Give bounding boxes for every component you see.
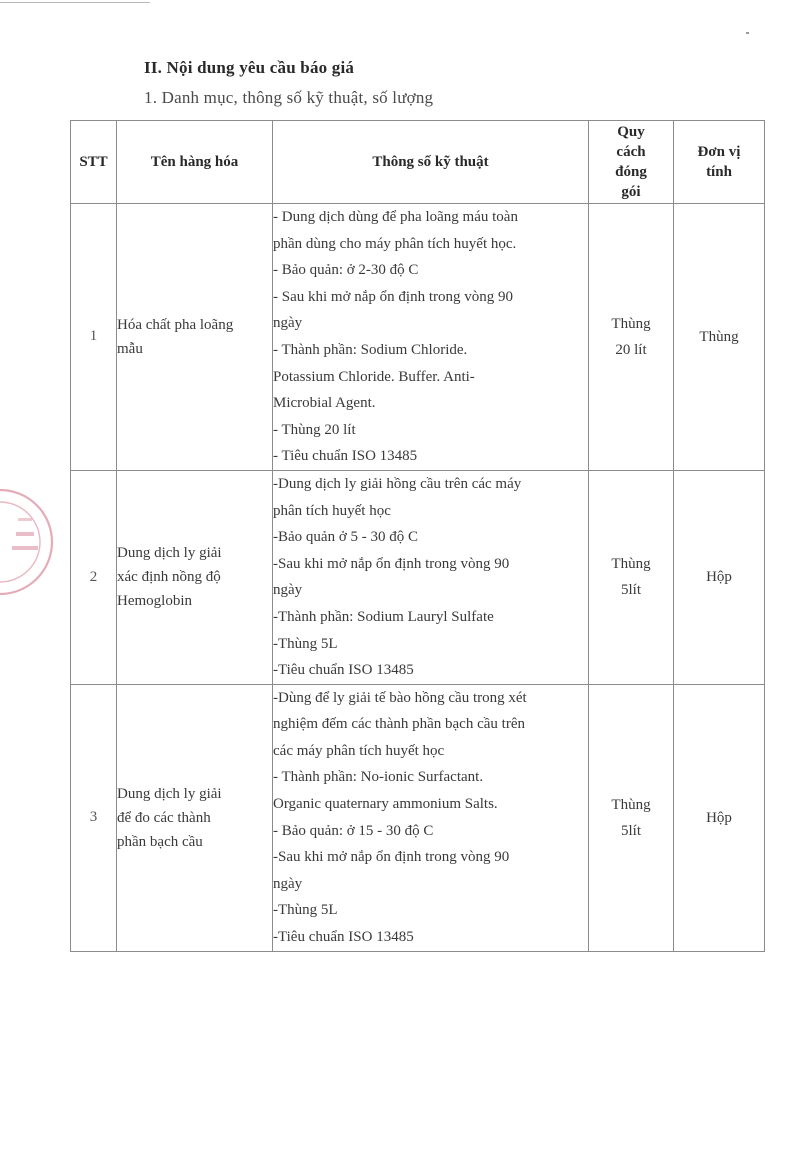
spec-line: - Sau khi mở nắp ổn định trong vòng 90 <box>273 288 513 305</box>
stamp-center-mark <box>18 518 32 521</box>
header-pack-line: đóng <box>615 164 647 180</box>
spec-line: -Thùng 5L <box>273 635 338 652</box>
header-pack <box>589 121 674 204</box>
table-row <box>71 684 765 951</box>
header-pack-line: gói <box>621 184 641 200</box>
row-name-line: Hemoglobin <box>117 593 192 610</box>
row-pack-line: Thùng <box>611 315 651 332</box>
spec-line: -Tiêu chuẩn ISO 13485 <box>273 929 414 946</box>
table-row <box>71 204 765 471</box>
row-name <box>117 470 273 684</box>
row-name <box>117 684 273 951</box>
stamp-inner-ring <box>0 502 40 582</box>
header-unit-line: Đơn vị <box>697 144 741 160</box>
row-stt: 1 <box>71 204 117 471</box>
row-name-line: Dung dịch ly giải <box>117 785 222 802</box>
spec-line: - Dung dịch dùng để pha loãng máu toàn <box>273 209 518 225</box>
spec-line: -Thành phần: Sodium Lauryl Sulfate <box>273 608 494 625</box>
row-pack <box>589 684 674 951</box>
spec-line: phân tích huyết học <box>273 502 391 519</box>
row-pack-line: 5lít <box>620 582 641 599</box>
spec-line: -Dùng để ly giải tế bào hồng cầu trong xét <box>273 689 527 706</box>
row-pack-line: Thùng <box>611 556 651 573</box>
header-pack-line: Quy <box>617 124 645 140</box>
row-name-line: Hóa chất pha loãng <box>117 316 234 333</box>
stamp-center-mark <box>16 532 34 536</box>
spec-line: - Thùng 20 lít <box>273 421 356 438</box>
row-pack-line: 5lít <box>620 822 641 839</box>
stamp-outer-ring <box>0 490 52 594</box>
row-unit: Hộp <box>674 470 765 684</box>
spec-line: ngày <box>273 875 303 892</box>
header-unit <box>674 121 765 204</box>
spec-line: ngày <box>273 315 303 332</box>
header-spec: Thông số kỹ thuật <box>273 121 589 204</box>
spec-line: ngày <box>273 582 303 599</box>
row-pack-line: Thùng <box>611 796 651 813</box>
spec-line: nghiệm đếm các thành phần bạch cầu trên <box>273 716 525 733</box>
spec-line: - Bảo quản: ở 2-30 độ C <box>273 262 419 279</box>
spec-line: - Thành phần: No-ionic Surfactant. <box>273 769 484 786</box>
header-unit-line: tính <box>706 164 732 180</box>
table-header-row <box>71 121 765 204</box>
row-name-line: phần bạch cầu <box>117 833 203 850</box>
spec-line: -Tiêu chuẩn ISO 13485 <box>273 662 414 679</box>
spec-line: -Bảo quản ở 5 - 30 độ C <box>273 529 418 546</box>
spec-line: - Thành phần: Sodium Chloride. <box>273 341 468 358</box>
spec-line: phần dùng cho máy phân tích huyết học. <box>273 235 517 252</box>
row-name <box>117 204 273 471</box>
row-pack-line: 20 lít <box>615 341 647 358</box>
header-stt: STT <box>71 121 117 204</box>
row-name-line: Dung dịch ly giải <box>117 545 222 562</box>
red-stamp-seal <box>0 486 64 598</box>
spec-line: các máy phân tích huyết học <box>273 742 445 759</box>
row-pack <box>589 470 674 684</box>
row-spec <box>273 470 589 684</box>
spec-line: Potassium Chloride. Buffer. Anti- <box>273 368 475 385</box>
table-row <box>71 470 765 684</box>
row-spec <box>273 684 589 951</box>
row-stt: 3 <box>71 684 117 951</box>
header-pack-line: cách <box>616 144 646 160</box>
spec-line: -Dung dịch ly giải hồng cầu trên các máy <box>273 475 522 492</box>
spec-line: Microbial Agent. <box>273 395 376 412</box>
row-name-line: để đo các thành <box>117 809 211 826</box>
row-name-line: xác định nồng độ <box>117 569 221 586</box>
scan-speck <box>746 32 749 34</box>
row-stt: 2 <box>71 470 117 684</box>
row-spec <box>273 204 589 471</box>
subsection-title: 1. Danh mục, thông số kỹ thuật, số lượng <box>144 88 434 107</box>
spec-line: - Tiêu chuẩn ISO 13485 <box>273 448 418 465</box>
row-unit: Hộp <box>674 684 765 951</box>
spec-line: - Bảo quản: ở 15 - 30 độ C <box>273 822 434 839</box>
spec-line: -Sau khi mở nắp ổn định trong vòng 90 <box>273 555 510 572</box>
section-title: II. Nội dung yêu cầu báo giá <box>144 58 355 77</box>
scan-top-rule <box>0 2 150 3</box>
spec-line: Organic quaternary ammonium Salts. <box>273 796 498 813</box>
spec-line: -Thùng 5L <box>273 902 338 919</box>
row-pack <box>589 204 674 471</box>
spec-table <box>70 120 765 952</box>
row-unit: Thùng <box>674 204 765 471</box>
spec-line: -Sau khi mở nắp ổn định trong vòng 90 <box>273 849 510 866</box>
header-name: Tên hàng hóa <box>117 121 273 204</box>
row-name-line: mẫu <box>117 340 143 357</box>
stamp-center-mark <box>12 546 38 550</box>
